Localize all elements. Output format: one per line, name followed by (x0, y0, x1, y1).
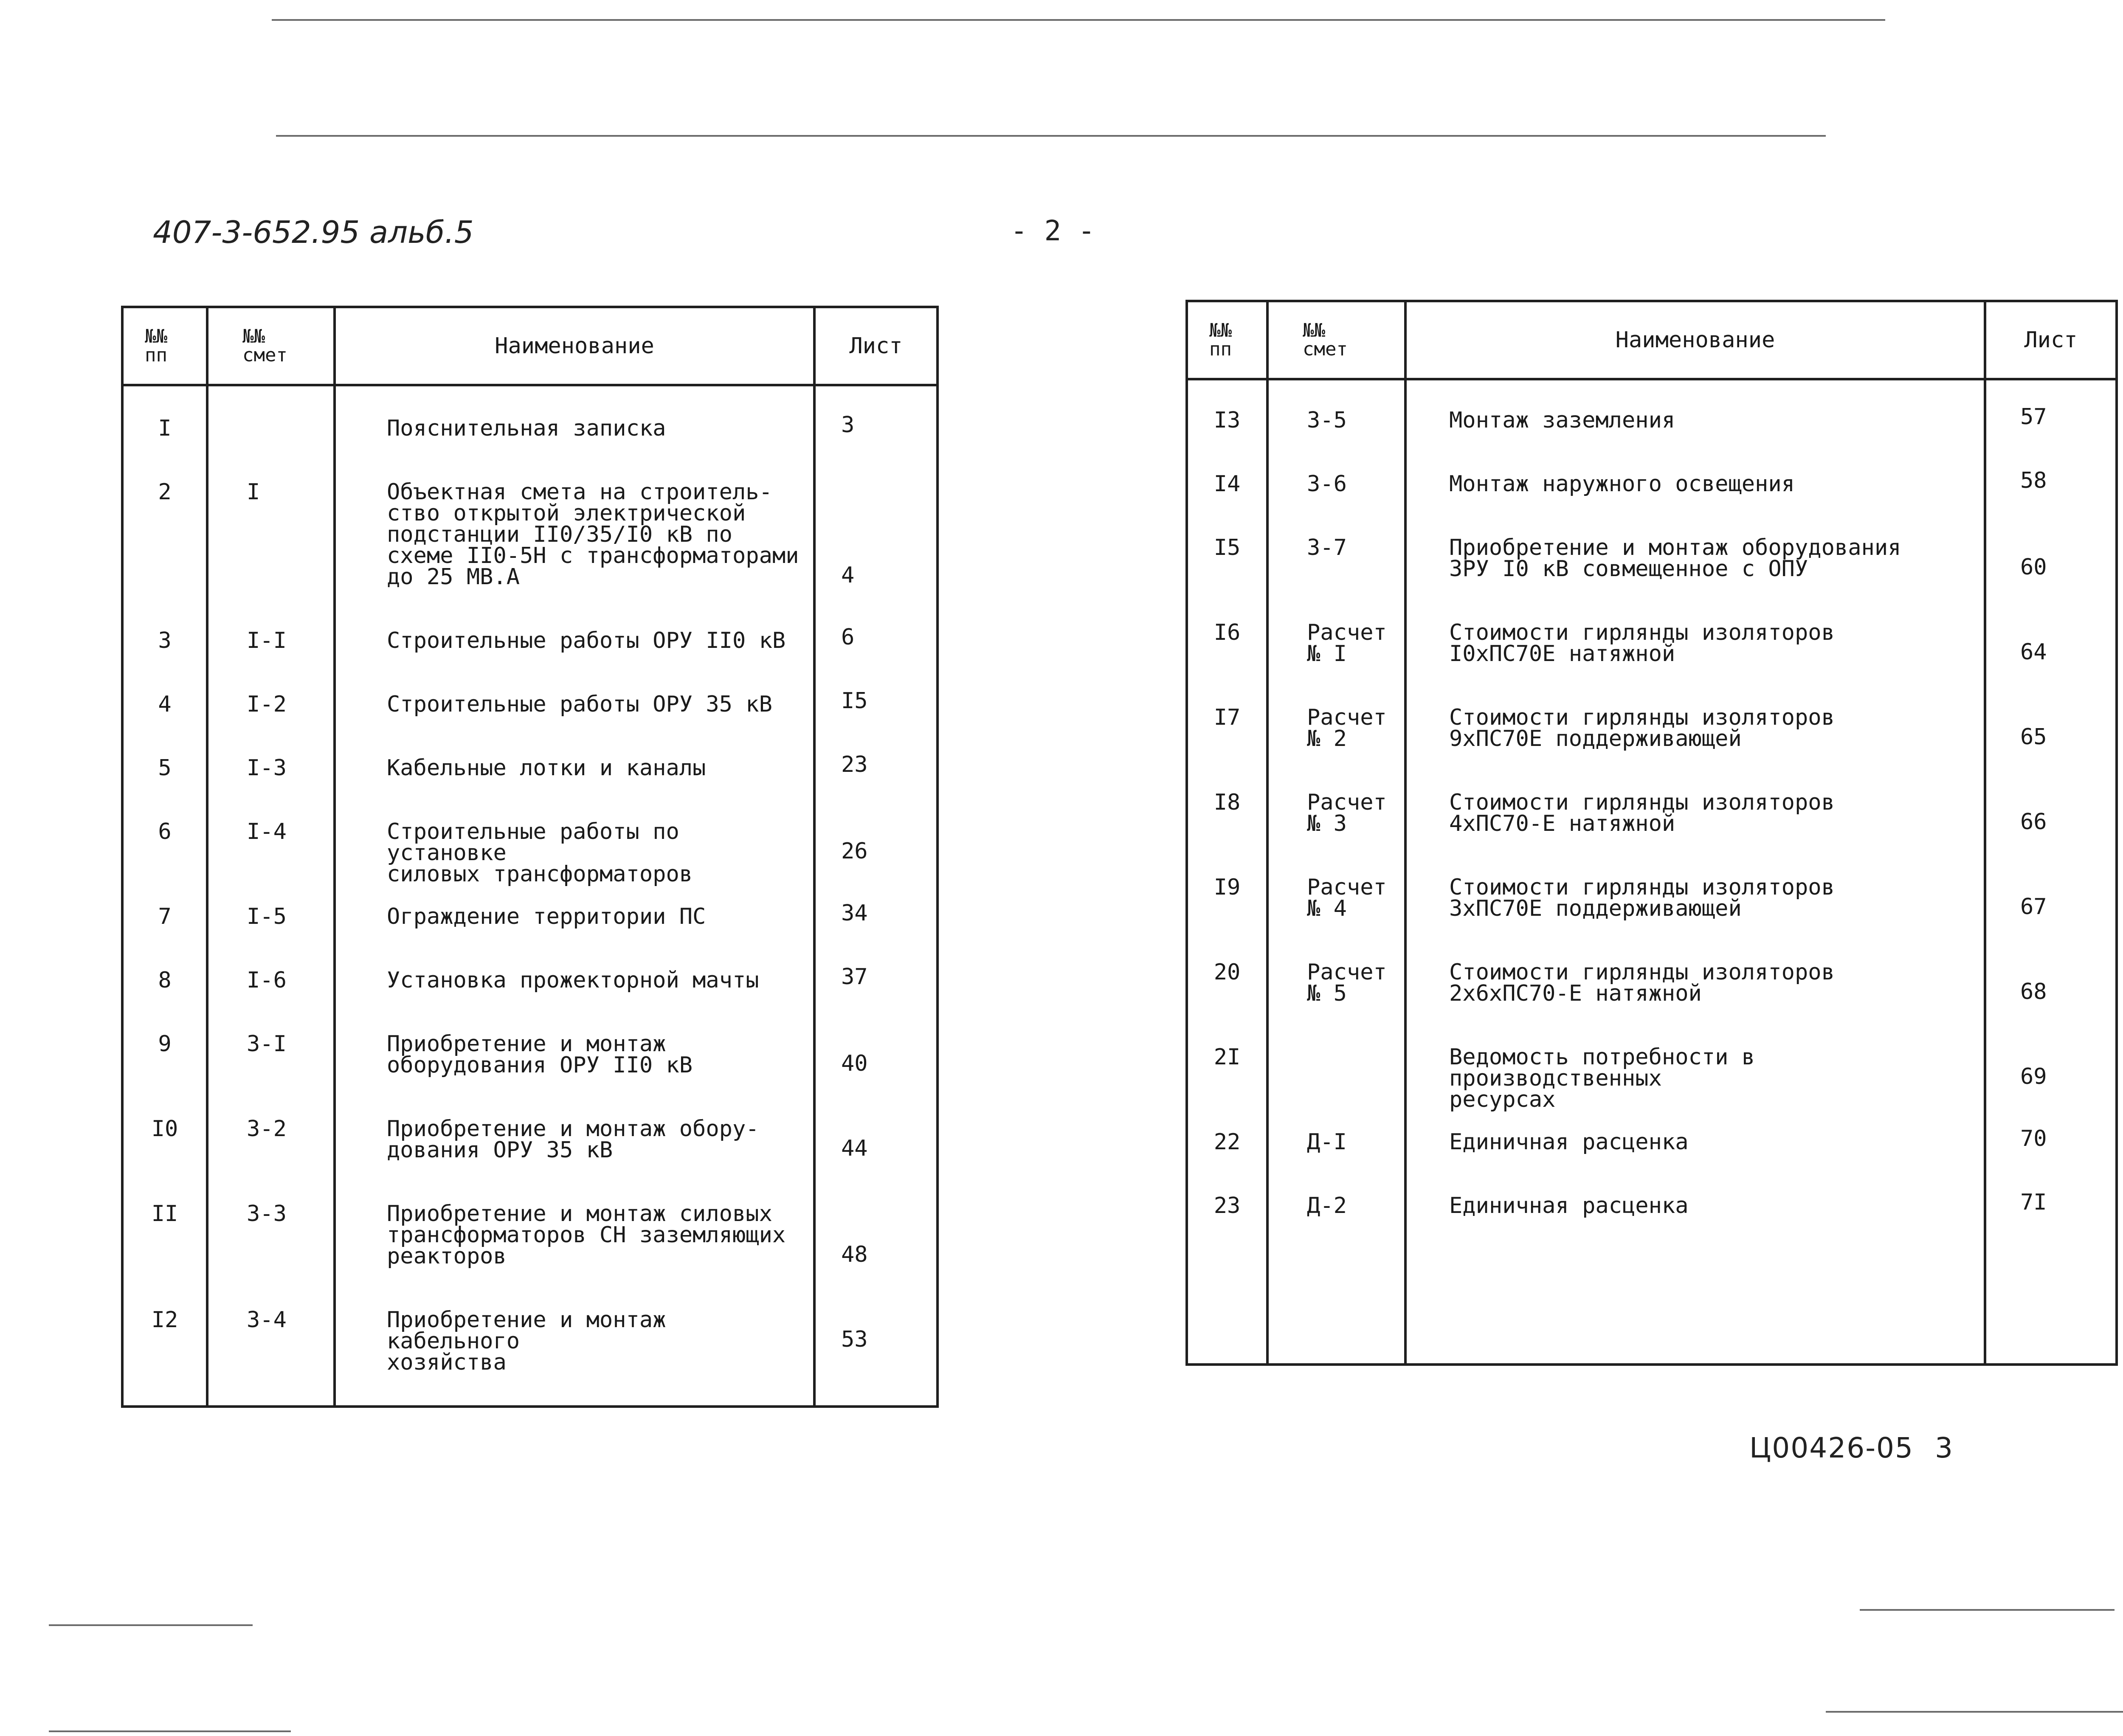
row-num: I (158, 416, 172, 441)
row-name-cell (335, 624, 814, 688)
row-sheet-cell (814, 476, 938, 624)
row-smeta-cell (207, 815, 335, 900)
row-name-cell (335, 476, 814, 624)
row-name-line: ЗРУ I0 кВ совмещенное с ОПУ (1449, 556, 1808, 582)
header-name: Наименование (1405, 301, 1985, 379)
table-row (1187, 701, 2117, 786)
row-sheet-wrap (2020, 701, 2115, 786)
row-num-cell (122, 1112, 207, 1197)
table-body-left (122, 385, 938, 1407)
row-sheet: I5 (841, 688, 868, 714)
row-sheet-wrap (2020, 786, 2115, 871)
row-smeta-cell (1267, 467, 1405, 531)
row-num-cell (1187, 871, 1267, 956)
row-name-cell (1405, 616, 1985, 701)
row-name-cell (1405, 531, 1985, 616)
row-smeta: 3-I (247, 1031, 287, 1057)
row-name-line: ство открытой электрической (387, 501, 746, 526)
row-smeta-cell (207, 1303, 335, 1388)
table-row (122, 964, 938, 1027)
table-header-row (122, 307, 938, 385)
row-smeta: 3-3 (247, 1201, 287, 1227)
scan-line-bottom-left-1 (49, 1624, 253, 1626)
row-num: 7 (158, 904, 172, 929)
table-row (122, 1303, 938, 1388)
row-num: 5 (158, 755, 172, 781)
row-sheet-wrap (841, 900, 936, 964)
row-smeta-cell (207, 412, 335, 476)
row-sheet: 48 (841, 1242, 868, 1267)
row-name-line: Строительные работы ОРУ II0 кВ (387, 628, 786, 653)
row-num-cell (122, 1197, 207, 1303)
row-sheet-cell (814, 412, 938, 476)
header-smeta-line2: смет (242, 344, 287, 366)
table-row (122, 1027, 938, 1112)
table-row (122, 1112, 938, 1197)
row-name-line: реакторов (387, 1244, 507, 1269)
row-name-line: Стоимости гирлянды изоляторов (1449, 875, 1835, 900)
row-smeta-cell (207, 964, 335, 1027)
table-row (122, 900, 938, 964)
row-num-cell (122, 688, 207, 751)
row-sheet-wrap (841, 1027, 936, 1112)
row-sheet: 57 (2020, 404, 2047, 430)
table-row (1187, 871, 2117, 956)
row-smeta: 3-4 (247, 1307, 287, 1333)
row-name-line: Установка прожекторной мачты (387, 968, 759, 993)
row-smeta-cell (207, 900, 335, 964)
row-num-cell (1187, 531, 1267, 616)
row-num-cell (1187, 786, 1267, 871)
table-row (1187, 1041, 2117, 1125)
table-row (1187, 1189, 2117, 1253)
table-row (122, 624, 938, 688)
row-num-cell (1187, 1041, 1267, 1125)
row-name-line: Кабельные лотки и каналы (387, 755, 706, 781)
row-smeta: I-3 (247, 755, 287, 781)
row-smeta-cell (207, 1197, 335, 1303)
row-smeta-cell (1267, 701, 1405, 786)
row-name-cell (1405, 404, 1985, 467)
row-num: 2 (158, 479, 172, 505)
row-sheet: 64 (2020, 639, 2047, 665)
row-name-cell (335, 815, 814, 900)
row-name-line: 9хПС70Е поддерживающей (1449, 726, 1742, 751)
header-smeta (207, 307, 335, 385)
row-sheet-cell (1985, 956, 2117, 1041)
header-num-line1: №№ (1209, 320, 1232, 341)
row-num-cell (1187, 616, 1267, 701)
row-num-cell (1187, 1189, 1267, 1253)
row-sheet-wrap (841, 815, 936, 900)
table-row (1187, 616, 2117, 701)
row-num-cell (122, 964, 207, 1027)
row-sheet-wrap (2020, 531, 2115, 616)
archive-stamp (1749, 1432, 1954, 1464)
contents-table-left (121, 306, 939, 1408)
row-name-cell (1405, 701, 1985, 786)
row-sheet: 66 (2020, 809, 2047, 835)
row-name-line: Стоимости гирлянды изоляторов (1449, 705, 1835, 730)
row-sheet-cell (814, 1303, 938, 1388)
row-name-cell (1405, 1125, 1985, 1189)
row-sheet-cell (1985, 1189, 2117, 1253)
row-num: I9 (1214, 875, 1241, 900)
row-sheet-wrap (2020, 1189, 2115, 1253)
row-name-cell (335, 964, 814, 1027)
row-num: I2 (151, 1307, 178, 1333)
row-num: 2I (1214, 1044, 1241, 1070)
row-name-line: хозяйства (387, 1350, 507, 1375)
document-code: 407-3-652.95 альб.5 (153, 214, 474, 250)
row-smeta-line (1307, 1041, 1404, 1047)
row-smeta-cell (1267, 616, 1405, 701)
row-name-line: подстанции II0/35/I0 кВ по (387, 522, 732, 547)
row-num: I6 (1214, 620, 1241, 645)
row-name-line: Стоимости гирлянды изоляторов (1449, 959, 1835, 985)
row-sheet: 3 (841, 412, 855, 438)
row-sheet-wrap (2020, 956, 2115, 1041)
row-num: 20 (1214, 959, 1241, 985)
row-sheet-cell (814, 815, 938, 900)
row-num-cell (122, 412, 207, 476)
row-smeta: I-6 (247, 968, 287, 993)
row-smeta-cell (1267, 786, 1405, 871)
row-num: I4 (1214, 471, 1241, 497)
row-smeta-cell (1267, 871, 1405, 956)
row-sheet-cell (814, 751, 938, 815)
row-sheet-wrap (2020, 616, 2115, 701)
row-name-line: Приобретение и монтаж силовых (387, 1201, 772, 1227)
header-smeta-line2: смет (1303, 338, 1348, 360)
row-sheet-wrap (841, 1197, 936, 1303)
row-name-line: силовых трансформаторов (387, 861, 693, 887)
row-smeta-line: Расчет (1307, 620, 1387, 645)
row-num: I7 (1214, 705, 1241, 730)
row-smeta-cell (207, 1112, 335, 1197)
row-sheet-wrap (841, 688, 936, 751)
row-sheet-wrap (841, 412, 936, 476)
row-sheet-cell (1985, 467, 2117, 531)
row-smeta-line: № I (1307, 641, 1347, 667)
row-num: II (151, 1201, 178, 1227)
row-sheet-wrap (841, 1303, 936, 1388)
page-number: - 2 - (1011, 214, 1095, 247)
stamp-sheet: 3 (1935, 1432, 1954, 1464)
row-name-cell (1405, 956, 1985, 1041)
row-sheet: 60 (2020, 554, 2047, 580)
row-num-cell (122, 900, 207, 964)
row-name-cell (1405, 1041, 1985, 1125)
row-num-cell (122, 476, 207, 624)
stamp-code: Ц00426-05 (1749, 1432, 1914, 1464)
row-name-line: ресурсах (1449, 1087, 1556, 1112)
header-smeta-line1: №№ (242, 326, 265, 347)
row-name-line: Приобретение и монтаж обору- (387, 1116, 759, 1142)
row-name-line: Монтаж заземления (1449, 408, 1675, 433)
row-name-line: оборудования ОРУ II0 кВ (387, 1052, 693, 1078)
row-name-line: 2х6хПС70-Е натяжной (1449, 981, 1702, 1006)
row-sheet-cell (814, 900, 938, 964)
row-smeta-line: № 4 (1307, 896, 1347, 921)
row-sheet-cell (814, 964, 938, 1027)
row-num-cell (122, 1303, 207, 1388)
row-name-line: I0хПС70Е натяжной (1449, 641, 1675, 667)
row-num-cell (122, 815, 207, 900)
row-sheet: 40 (841, 1051, 868, 1076)
table-header-row (1187, 301, 2117, 379)
row-sheet-cell (1985, 871, 2117, 956)
row-smeta: I-2 (247, 692, 287, 717)
row-name-line: дования ОРУ 35 кВ (387, 1137, 613, 1163)
row-num: 6 (158, 819, 172, 844)
table-body-right (1187, 379, 2117, 1365)
row-num-cell (1187, 1125, 1267, 1189)
row-sheet: 58 (2020, 468, 2047, 493)
spacer-row (1187, 379, 2117, 404)
scan-line-bottom-right-2 (1826, 1711, 2123, 1713)
header-num (1187, 301, 1267, 379)
row-sheet-wrap (841, 964, 936, 1027)
row-sheet-cell (814, 624, 938, 688)
row-smeta-cell (207, 1027, 335, 1112)
row-sheet-cell (1985, 701, 2117, 786)
row-sheet: 70 (2020, 1126, 2047, 1151)
row-smeta-line: Расчет (1307, 875, 1387, 900)
row-sheet-wrap (2020, 1125, 2115, 1189)
row-name-cell (335, 688, 814, 751)
row-name-line: Стоимости гирлянды изоляторов (1449, 790, 1835, 815)
row-sheet-wrap (841, 624, 936, 688)
row-smeta-line: Д-2 (1307, 1193, 1347, 1218)
row-num: 3 (158, 628, 172, 653)
header-smeta-line1: №№ (1303, 320, 1325, 341)
row-sheet: 37 (841, 964, 868, 990)
row-sheet-cell (1985, 531, 2117, 616)
row-sheet: 67 (2020, 894, 2047, 920)
table-row (122, 688, 938, 751)
row-smeta-cell (1267, 1189, 1405, 1253)
row-smeta-cell (207, 688, 335, 751)
row-name-cell (335, 1027, 814, 1112)
table-row (122, 476, 938, 624)
spacer-row (122, 1388, 938, 1407)
row-sheet-cell (814, 688, 938, 751)
row-name-line: Ведомость потребности в производственных (1449, 1044, 1755, 1091)
row-sheet: 69 (2020, 1064, 2047, 1089)
row-sheet: 23 (841, 752, 868, 777)
row-num: 9 (158, 1031, 172, 1057)
scan-line-bottom-right-1 (1860, 1609, 2115, 1611)
row-smeta: I-5 (247, 904, 287, 929)
row-smeta: I-4 (247, 819, 287, 844)
row-smeta-line: Д-I (1307, 1129, 1347, 1155)
row-smeta (247, 412, 333, 418)
row-sheet-wrap (2020, 871, 2115, 956)
row-name-cell (335, 900, 814, 964)
row-name-cell (335, 751, 814, 815)
row-name-line: Стоимости гирлянды изоляторов (1449, 620, 1835, 645)
row-name-line: до 25 МВ.А (387, 564, 520, 590)
row-name-line: Пояснительная записка (387, 416, 666, 441)
table-row (122, 751, 938, 815)
row-smeta: 3-2 (247, 1116, 287, 1142)
row-num-cell (1187, 467, 1267, 531)
row-name-cell (335, 1303, 814, 1388)
table-row (1187, 531, 2117, 616)
row-smeta-cell (207, 476, 335, 624)
row-num: I8 (1214, 790, 1241, 815)
row-sheet-cell (814, 1112, 938, 1197)
row-smeta-cell (1267, 1041, 1405, 1125)
row-sheet-cell (1985, 1041, 2117, 1125)
row-name-line: Приобретение и монтаж (387, 1031, 666, 1057)
row-sheet-wrap (841, 476, 936, 624)
header-num-line1: №№ (145, 326, 167, 347)
row-sheet: 44 (841, 1136, 868, 1161)
row-name-line: 4хПС70-Е натяжной (1449, 811, 1675, 836)
row-smeta-cell (207, 624, 335, 688)
row-name-line: 3хПС70Е поддерживающей (1449, 896, 1742, 921)
table-row (1187, 467, 2117, 531)
row-sheet-wrap (2020, 1041, 2115, 1125)
row-sheet-cell (1985, 1125, 2117, 1189)
header-smeta (1267, 301, 1405, 379)
row-smeta-line: Расчет (1307, 790, 1387, 815)
header-sheet: Лист (814, 307, 938, 385)
row-smeta-line: № 3 (1307, 811, 1347, 836)
row-smeta: I (247, 479, 260, 505)
row-sheet-cell (1985, 404, 2117, 467)
row-sheet: 26 (841, 838, 868, 864)
header-num-line2: пп (1209, 338, 1232, 360)
row-num: 22 (1214, 1129, 1241, 1155)
spacer-row (122, 385, 938, 412)
row-num: 4 (158, 692, 172, 717)
row-sheet-cell (1985, 786, 2117, 871)
row-smeta-cell (1267, 956, 1405, 1041)
row-num-cell (122, 624, 207, 688)
row-name-line: трансформаторов СН заземляющих (387, 1222, 786, 1248)
row-sheet-cell (1985, 616, 2117, 701)
row-smeta-cell (1267, 1125, 1405, 1189)
row-name-line: Монтаж наружного освещения (1449, 471, 1795, 497)
table-row (1187, 956, 2117, 1041)
row-num-cell (122, 1027, 207, 1112)
header-sheet: Лист (1985, 301, 2117, 379)
contents-table-right (1185, 300, 2118, 1366)
row-sheet-wrap (2020, 404, 2115, 467)
table-row (122, 815, 938, 900)
row-smeta-cell (1267, 531, 1405, 616)
row-sheet: 7I (2020, 1190, 2047, 1215)
row-num: I3 (1214, 408, 1241, 433)
row-name-cell (1405, 871, 1985, 956)
scan-line-bottom-left-2 (49, 1730, 291, 1732)
header-num (122, 307, 207, 385)
row-name-line: Единичная расценка (1449, 1193, 1689, 1218)
row-sheet: 53 (841, 1327, 868, 1352)
header-num-line2: пп (145, 344, 167, 366)
row-num-cell (1187, 956, 1267, 1041)
row-smeta-line: 3-7 (1307, 535, 1347, 560)
row-sheet-cell (814, 1197, 938, 1303)
row-smeta-line: Расчет (1307, 705, 1387, 730)
header-name: Наименование (335, 307, 814, 385)
row-name-cell (1405, 467, 1985, 531)
scan-line-top-2 (276, 135, 1826, 137)
row-name-line: Единичная расценка (1449, 1129, 1689, 1155)
row-smeta-cell (207, 751, 335, 815)
row-smeta-line: Расчет (1307, 959, 1387, 985)
row-sheet-wrap (841, 1112, 936, 1197)
row-name-line: Приобретение и монтаж кабельного (387, 1307, 666, 1354)
row-sheet-wrap (2020, 467, 2115, 531)
row-num: 8 (158, 968, 172, 993)
table-row (122, 412, 938, 476)
row-smeta: I-I (247, 628, 287, 653)
row-sheet-wrap (841, 751, 936, 815)
row-name-line: Приобретение и монтаж оборудования (1449, 535, 1901, 560)
table-row (122, 1197, 938, 1303)
row-name-cell (1405, 1189, 1985, 1253)
row-smeta-line: № 2 (1307, 726, 1347, 751)
scan-line-top-1 (272, 19, 1885, 21)
row-sheet: 34 (841, 900, 868, 926)
row-name-line: Строительные работы ОРУ 35 кВ (387, 692, 772, 717)
row-num-cell (1187, 404, 1267, 467)
row-name-line: Строительные работы по установке (387, 819, 679, 866)
row-smeta-line: 3-5 (1307, 408, 1347, 433)
row-name-cell (335, 412, 814, 476)
table-row (1187, 1125, 2117, 1189)
row-name-line: Ограждение территории ПС (387, 904, 706, 929)
row-sheet: 4 (841, 563, 855, 588)
row-num-cell (1187, 701, 1267, 786)
row-name-cell (1405, 786, 1985, 871)
row-num: 23 (1214, 1193, 1241, 1218)
row-name-cell (335, 1197, 814, 1303)
row-smeta-line: № 5 (1307, 981, 1347, 1006)
row-name-line: Объектная смета на строитель- (387, 479, 772, 505)
row-sheet: 6 (841, 625, 855, 650)
row-name-line: схеме II0-5Н с трансформаторами (387, 543, 799, 568)
spacer-row (1187, 1253, 2117, 1365)
table-row (1187, 404, 2117, 467)
row-sheet: 65 (2020, 724, 2047, 750)
row-num: I5 (1214, 535, 1241, 560)
row-num-cell (122, 751, 207, 815)
row-sheet: 68 (2020, 979, 2047, 1004)
row-smeta-line: 3-6 (1307, 471, 1347, 497)
row-num: I0 (151, 1116, 178, 1142)
row-smeta-cell (1267, 404, 1405, 467)
table-row (1187, 786, 2117, 871)
row-sheet-cell (814, 1027, 938, 1112)
row-name-cell (335, 1112, 814, 1197)
